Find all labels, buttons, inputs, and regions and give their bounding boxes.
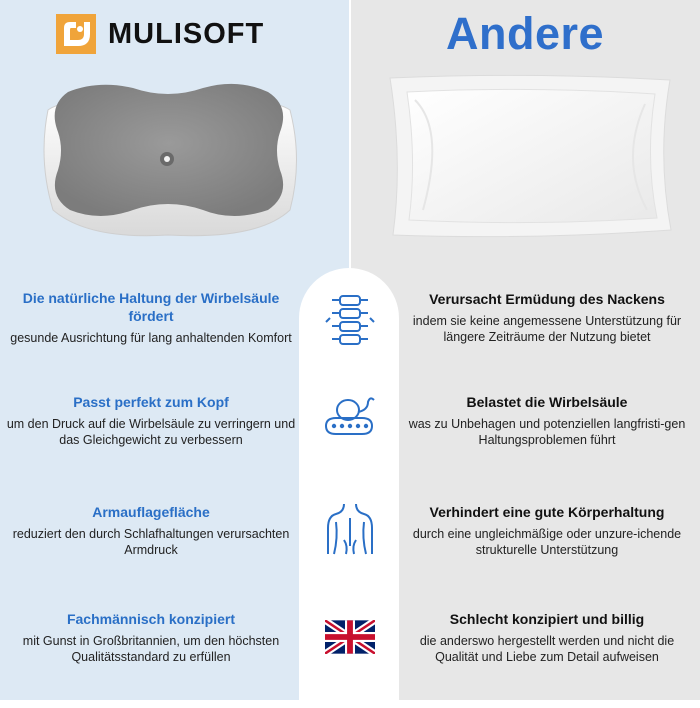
mulisoft-feature-posture <box>6 289 296 346</box>
feature-title: Schlecht konzipiert und billig <box>449 611 645 627</box>
feature-desc: die anderswo hergestellt werden und nicht die Qualität und Liebe zum Detail aufweisen <box>419 634 675 664</box>
back-body-icon <box>322 500 378 556</box>
other-feature-neck <box>402 290 692 345</box>
feature-desc: mit Gunst in Großbritannien, um den höchsten Qualitätsstandard zu erfüllen <box>22 634 280 664</box>
feature-desc: reduziert den durch Schlafhaltungen verursachten Armdruck <box>12 527 290 557</box>
other-feature-spine <box>402 393 692 448</box>
mulisoft-feature-arm <box>6 503 296 558</box>
uk-flag-icon <box>325 620 375 654</box>
feature-title: Belastet die Wirbelsäule <box>466 394 628 410</box>
standard-pillow-image <box>385 70 675 245</box>
other-brands-title: Andere <box>445 8 605 59</box>
feature-title: Verhindert eine gute Körperhaltung <box>429 504 665 520</box>
ergonomic-pillow-image <box>28 70 308 255</box>
feature-desc: was zu Unbehagen und potenziellen langfristi-gen Haltungsproblemen führt <box>408 417 686 447</box>
mulisoft-feature-design <box>6 610 296 665</box>
other-feature-quality <box>402 610 692 665</box>
feature-title: Passt perfekt zum Kopf <box>73 394 229 410</box>
brand-header <box>56 14 264 54</box>
feature-title: Die natürliche Haltung der Wirbelsäule fördert <box>22 290 280 324</box>
mulisoft-logo-icon <box>56 14 96 54</box>
feature-desc: durch eine ungleichmäßige oder unzure-ichende strukturelle Unterstützung <box>412 527 682 557</box>
head-on-pillow-icon <box>322 392 378 448</box>
feature-title: Verursacht Ermüdung des Nackens <box>429 291 665 307</box>
feature-desc: gesunde Ausrichtung für lang anhaltenden Komfort <box>10 331 292 345</box>
feature-desc: um den Druck auf die Wirbelsäule zu verringern und das Gleichgewicht zu verbessern <box>6 417 296 447</box>
feature-desc: indem sie keine angemessene Unterstützung für längere Zeiträume der Nutzung bietet <box>412 314 682 344</box>
feature-title: Fachmännisch konzipiert <box>66 611 236 627</box>
feature-title: Armauflagefläche <box>92 504 210 520</box>
other-feature-posture <box>402 503 692 558</box>
spine-icon <box>322 292 378 348</box>
brand-name: MULISOFT <box>108 17 265 50</box>
mulisoft-feature-fit <box>6 393 296 448</box>
